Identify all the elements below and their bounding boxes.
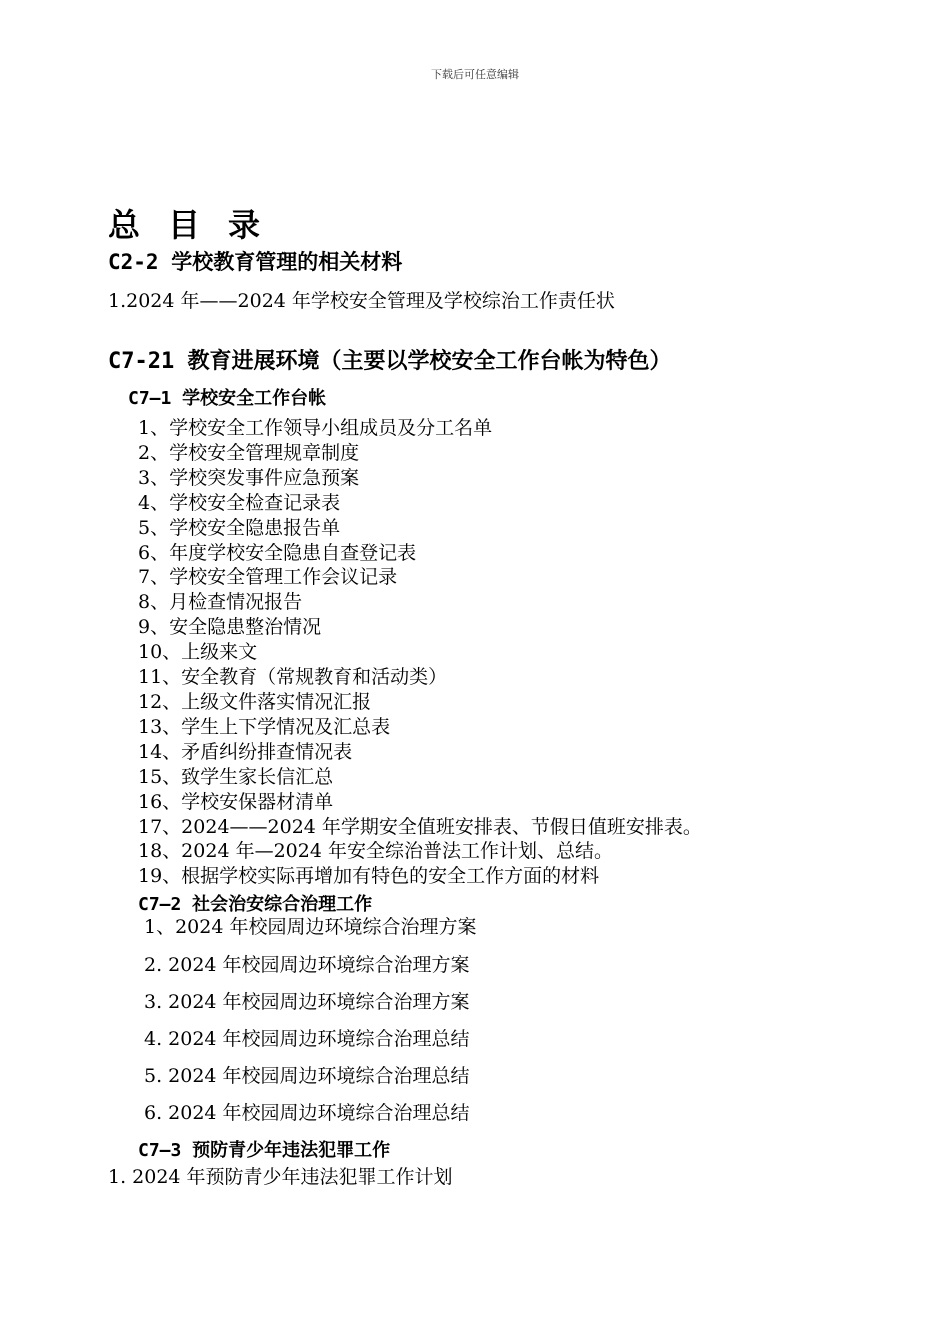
c7-3-item: 1. 2024 年预防青少年违法犯罪工作计划 bbox=[108, 1166, 453, 1188]
c7-1-item-list bbox=[138, 416, 702, 889]
c2-2-item: 1.2024 年——2024 年学校安全管理及学校综治工作责任状 bbox=[108, 290, 615, 312]
subsection-heading-c7-3: C7—3 预防青少年违法犯罪工作 bbox=[138, 1140, 391, 1161]
section-heading-c7-21: C7-21 教育进展环境（主要以学校安全工作台帐为特色） bbox=[108, 349, 672, 374]
list-item: 18、2024 年—2024 年安全综治普法工作计划、总结。 bbox=[138, 840, 613, 863]
list-item: 16、学校安保器材清单 bbox=[138, 790, 334, 813]
list-item: 8、月检查情况报告 bbox=[138, 591, 303, 614]
list-item: 12、上级文件落实情况汇报 bbox=[138, 690, 372, 713]
list-item: 6、年度学校安全隐患自查登记表 bbox=[138, 541, 417, 564]
list-item: 5、学校安全隐患报告单 bbox=[138, 516, 341, 539]
list-item: 11、安全教育（常规教育和活动类） bbox=[138, 666, 448, 689]
list-item: 4、学校安全检查记录表 bbox=[138, 491, 341, 514]
list-item: 17、2024——2024 年学期安全值班安排表、节假日值班安排表。 bbox=[138, 815, 702, 838]
c7-2-item: 6. 2024 年校园周边环境综合治理总结 bbox=[144, 1102, 470, 1124]
list-item: 10、上级来文 bbox=[138, 641, 258, 664]
list-item: 13、学生上下学情况及汇总表 bbox=[138, 715, 391, 738]
c7-2-item: 5. 2024 年校园周边环境综合治理总结 bbox=[144, 1065, 470, 1087]
list-item: 9、安全隐患整治情况 bbox=[138, 616, 322, 639]
c7-2-item: 2. 2024 年校园周边环境综合治理方案 bbox=[144, 954, 470, 976]
list-item: 14、矛盾纠纷排查情况表 bbox=[138, 740, 353, 763]
list-item: 3、学校突发事件应急预案 bbox=[138, 466, 360, 489]
subsection-heading-c7-1: C7—1 学校安全工作台帐 bbox=[128, 388, 327, 409]
page-title: 总目录 bbox=[108, 206, 289, 244]
list-item: 7、学校安全管理工作会议记录 bbox=[138, 566, 398, 589]
subsection-heading-c7-2: C7—2 社会治安综合治理工作 bbox=[138, 894, 373, 915]
header-note: 下载后可任意编辑 bbox=[431, 68, 519, 81]
list-item: 19、根据学校实际再增加有特色的安全工作方面的材料 bbox=[138, 865, 600, 888]
c7-2-item: 1、2024 年校园周边环境综合治理方案 bbox=[144, 916, 477, 938]
list-item: 15、致学生家长信汇总 bbox=[138, 765, 334, 788]
section-heading-c2-2: C2-2 学校教育管理的相关材料 bbox=[108, 250, 403, 274]
list-item: 2、学校安全管理规章制度 bbox=[138, 441, 360, 464]
c7-2-item: 4. 2024 年校园周边环境综合治理总结 bbox=[144, 1028, 470, 1050]
c7-2-item: 3. 2024 年校园周边环境综合治理方案 bbox=[144, 991, 470, 1013]
list-item: 1、学校安全工作领导小组成员及分工名单 bbox=[138, 417, 493, 439]
